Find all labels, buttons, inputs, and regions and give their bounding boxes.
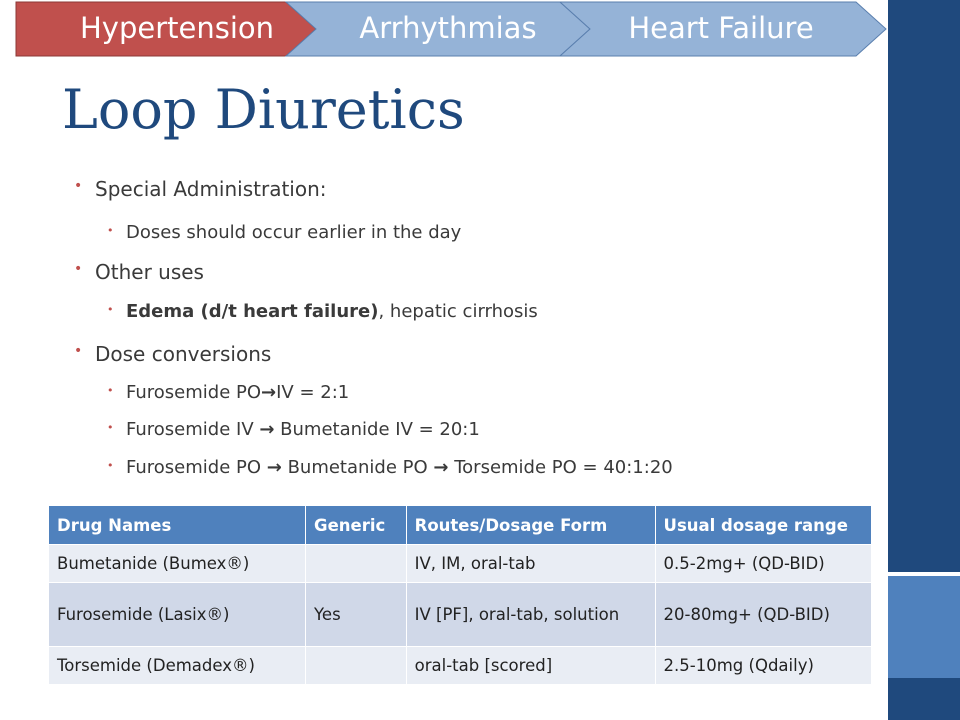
bullet-text: Bumetanide IV = 20:1 (274, 419, 480, 440)
sub-bullet-po-ratios (107, 457, 673, 478)
table-row (49, 545, 872, 583)
bullet-dose-conversions (74, 342, 272, 366)
header-dosage-range: Usual dosage range (655, 506, 871, 545)
bullet-text: Torsemide PO = 40:1:20 (448, 457, 673, 478)
arrow-right-icon: → (261, 382, 277, 403)
header-drug-names: Drug Names (49, 506, 306, 545)
sub-bullet-doses-earlier (107, 222, 462, 243)
bullet-other-uses (74, 260, 204, 284)
bullet-special-administration (74, 177, 327, 201)
bullet-text: Doses should occur earlier in the day (126, 222, 462, 243)
arrow-right-icon: → (266, 457, 282, 478)
bullet-text: IV = 2:1 (276, 382, 350, 403)
cell-dosage: 0.5-2mg+ (QD-BID) (655, 545, 871, 583)
header-generic: Generic (306, 506, 407, 545)
loop-diuretics-table (48, 505, 872, 685)
bullet-text: Other uses (95, 260, 204, 284)
cell-routes: IV, IM, oral-tab (406, 545, 655, 583)
sub-bullet-furosemide-po-iv (107, 382, 350, 403)
cell-dosage: 2.5-10mg (Qdaily) (655, 647, 871, 685)
tab-arrhythmias[interactable]: Arrhythmias (359, 11, 537, 45)
arrow-right-icon: → (259, 419, 275, 440)
bullet-dot: • (107, 459, 114, 472)
cell-generic (306, 647, 407, 685)
bullet-text: Bumetanide PO (281, 457, 434, 478)
cell-drug-name: Bumetanide (Bumex®) (49, 545, 306, 583)
cell-drug-name: Furosemide (Lasix®) (49, 583, 306, 647)
table-header-row (49, 506, 872, 545)
cell-routes: oral-tab [scored] (406, 647, 655, 685)
bullet-dot: • (107, 303, 114, 316)
bullet-text: Special Administration: (95, 177, 327, 201)
cell-drug-name: Torsemide (Demadex®) (49, 647, 306, 685)
sub-bullet-furosemide-bumetanide-iv (107, 419, 480, 440)
bullet-text: Furosemide IV (126, 419, 260, 440)
cell-generic: Yes (306, 583, 407, 647)
bullet-dot: • (107, 384, 114, 397)
bullet-text: Furosemide PO (126, 382, 262, 403)
tab-hypertension[interactable]: Hypertension (79, 11, 275, 45)
bullet-dot: • (74, 178, 83, 194)
bullet-dot: • (74, 343, 83, 359)
header-routes: Routes/Dosage Form (406, 506, 655, 545)
bullet-bold-text: Edema (d/t heart failure) (126, 301, 379, 322)
bullet-text: Dose conversions (95, 342, 272, 366)
bullet-dot: • (107, 421, 114, 434)
side-band-accent (888, 576, 960, 678)
bullet-text: , hepatic cirrhosis (378, 301, 538, 322)
table-row (49, 647, 872, 685)
topic-chevron-tabs (0, 0, 888, 58)
cell-dosage: 20-80mg+ (QD-BID) (655, 583, 871, 647)
cell-routes: IV [PF], oral-tab, solution (406, 583, 655, 647)
bullet-text: Furosemide PO (126, 457, 267, 478)
bullet-dot: • (74, 261, 83, 277)
slide-title: Loop Diuretics (62, 78, 465, 141)
table-row (49, 583, 872, 647)
cell-generic (306, 545, 407, 583)
tab-heart-failure[interactable]: Heart Failure (628, 11, 814, 45)
bullet-dot: • (107, 224, 114, 237)
arrow-right-icon: → (433, 457, 449, 478)
sub-bullet-edema (107, 301, 538, 322)
